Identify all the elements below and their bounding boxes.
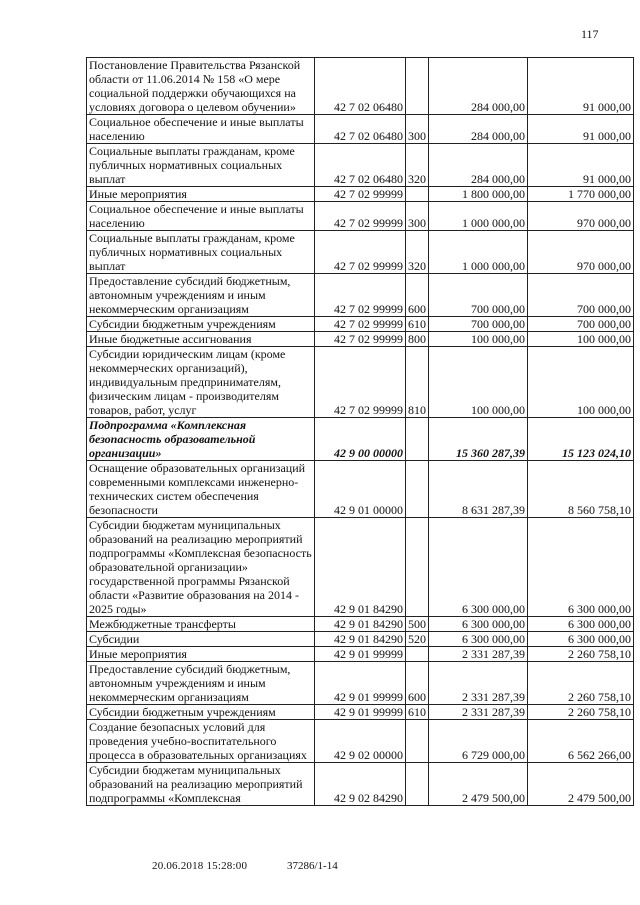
table-row [87, 632, 634, 647]
table-row [87, 763, 634, 806]
cell-sum-2019: 1 000 000,00 [429, 202, 528, 231]
cell-expense-type: 600 [406, 274, 429, 317]
table-row [87, 461, 634, 518]
cell-code: 42 9 01 84290 [315, 518, 406, 617]
cell-sum-2019: 6 300 000,00 [429, 518, 528, 617]
cell-sum-2019: 8 631 287,39 [429, 461, 528, 518]
cell-sum-2019: 2 331 287,39 [429, 662, 528, 705]
cell-name: Субсидии [87, 632, 315, 647]
table-row [87, 187, 634, 202]
table-row [87, 332, 634, 347]
cell-sum-2020: 91 000,00 [528, 115, 634, 144]
cell-code: 42 9 01 84290 [315, 632, 406, 647]
cell-sum-2019: 700 000,00 [429, 317, 528, 332]
cell-expense-type: 610 [406, 317, 429, 332]
table-row [87, 274, 634, 317]
cell-sum-2020: 2 479 500,00 [528, 763, 634, 806]
cell-code: 42 7 02 99999 [315, 274, 406, 317]
cell-code: 42 7 02 06480 [315, 115, 406, 144]
cell-name: Оснащение образовательных организаций современными комплексами инженерно-технических систем обеспечения безопасности [87, 461, 315, 518]
cell-sum-2020: 15 123 024,10 [528, 418, 634, 461]
cell-sum-2019: 284 000,00 [429, 144, 528, 187]
cell-expense-type: 810 [406, 347, 429, 418]
budget-table [86, 57, 634, 806]
cell-name: Межбюджетные трансферты [87, 617, 315, 632]
table-row [87, 518, 634, 617]
cell-code: 42 7 02 99999 [315, 187, 406, 202]
cell-sum-2019: 2 479 500,00 [429, 763, 528, 806]
table-row [87, 115, 634, 144]
cell-code: 42 9 01 99999 [315, 647, 406, 662]
cell-name: Субсидии юридическим лицам (кроме некоммерческих организаций), индивидуальным предпринимателям, физическим лицам - производителям товаров, работ, услуг [87, 347, 315, 418]
cell-name: Иные мероприятия [87, 647, 315, 662]
table-row [87, 231, 634, 274]
cell-name: Создание безопасных условий для проведения учебно-воспитательного процесса в образовательных организациях [87, 720, 315, 763]
table-row [87, 317, 634, 332]
cell-name: Постановление Правительства Рязанской области от 11.06.2014 № 158 «О мере социальной поддержки обучающихся на условиях договора о целевом обучении» [87, 58, 315, 115]
cell-sum-2019: 1 800 000,00 [429, 187, 528, 202]
cell-sum-2019: 284 000,00 [429, 58, 528, 115]
cell-expense-type [406, 720, 429, 763]
cell-sum-2020: 700 000,00 [528, 317, 634, 332]
table-row [87, 720, 634, 763]
cell-sum-2020: 970 000,00 [528, 202, 634, 231]
cell-sum-2019: 100 000,00 [429, 332, 528, 347]
cell-sum-2020: 91 000,00 [528, 58, 634, 115]
cell-sum-2020: 100 000,00 [528, 332, 634, 347]
cell-code: 42 7 02 06480 [315, 144, 406, 187]
cell-expense-type: 320 [406, 231, 429, 274]
cell-sum-2019: 284 000,00 [429, 115, 528, 144]
cell-code: 42 9 00 00000 [315, 418, 406, 461]
cell-sum-2019: 2 331 287,39 [429, 705, 528, 720]
cell-name: Социальные выплаты гражданам, кроме публичных нормативных социальных выплат [87, 231, 315, 274]
cell-expense-type: 300 [406, 202, 429, 231]
table-row [87, 347, 634, 418]
table-row [87, 58, 634, 115]
cell-sum-2020: 700 000,00 [528, 274, 634, 317]
cell-expense-type [406, 418, 429, 461]
cell-name: Субсидии бюджетным учреждениям [87, 317, 315, 332]
cell-sum-2020: 1 770 000,00 [528, 187, 634, 202]
cell-code: 42 7 02 99999 [315, 317, 406, 332]
table-row [87, 202, 634, 231]
cell-expense-type [406, 647, 429, 662]
cell-sum-2020: 8 560 758,10 [528, 461, 634, 518]
cell-code: 42 9 01 00000 [315, 461, 406, 518]
page-number: 117 [581, 27, 599, 41]
cell-sum-2020: 6 562 266,00 [528, 720, 634, 763]
cell-expense-type [406, 58, 429, 115]
cell-sum-2020: 91 000,00 [528, 144, 634, 187]
cell-sum-2019: 100 000,00 [429, 347, 528, 418]
table-row [87, 647, 634, 662]
cell-name: Социальные выплаты гражданам, кроме публичных нормативных социальных выплат [87, 144, 315, 187]
cell-sum-2019: 6 300 000,00 [429, 632, 528, 647]
cell-expense-type [406, 461, 429, 518]
cell-sum-2019: 6 300 000,00 [429, 617, 528, 632]
cell-name: Субсидии бюджетам муниципальных образований на реализацию мероприятий подпрограммы «Комплексная [87, 763, 315, 806]
cell-sum-2020: 100 000,00 [528, 347, 634, 418]
cell-sum-2019: 700 000,00 [429, 274, 528, 317]
cell-name: Субсидии бюджетам муниципальных образований на реализацию мероприятий подпрограммы «Комплексная безопасность образовательной организации» государственной программы Рязанской области «Развитие образования на 2014 - 2025 годы» [87, 518, 315, 617]
cell-sum-2019: 2 331 287,39 [429, 647, 528, 662]
table-row [87, 144, 634, 187]
cell-name: Иные бюджетные ассигнования [87, 332, 315, 347]
cell-sum-2020: 2 260 758,10 [528, 662, 634, 705]
table-row [87, 418, 634, 461]
cell-sum-2019: 15 360 287,39 [429, 418, 528, 461]
cell-name: Предоставление субсидий бюджетным, автономным учреждениям и иным некоммерческим организациям [87, 274, 315, 317]
cell-expense-type: 300 [406, 115, 429, 144]
table-row [87, 662, 634, 705]
cell-expense-type [406, 518, 429, 617]
cell-sum-2020: 2 260 758,10 [528, 647, 634, 662]
cell-name: Социальное обеспечение и иные выплаты населению [87, 202, 315, 231]
footer-datetime: 20.06.2018 15:28:00 [152, 860, 248, 872]
cell-name: Социальное обеспечение и иные выплаты населению [87, 115, 315, 144]
cell-sum-2020: 6 300 000,00 [528, 632, 634, 647]
cell-expense-type [406, 187, 429, 202]
cell-name: Иные мероприятия [87, 187, 315, 202]
cell-code: 42 9 02 84290 [315, 763, 406, 806]
cell-code: 42 9 01 84290 [315, 617, 406, 632]
cell-code: 42 7 02 99999 [315, 332, 406, 347]
cell-code: 42 9 01 99999 [315, 705, 406, 720]
cell-sum-2020: 6 300 000,00 [528, 617, 634, 632]
cell-code: 42 7 02 99999 [315, 202, 406, 231]
cell-name: Подпрограмма «Комплексная безопасность образовательной организации» [87, 418, 315, 461]
cell-sum-2019: 1 000 000,00 [429, 231, 528, 274]
cell-sum-2020: 6 300 000,00 [528, 518, 634, 617]
cell-sum-2020: 970 000,00 [528, 231, 634, 274]
cell-expense-type: 500 [406, 617, 429, 632]
cell-name: Предоставление субсидий бюджетным, автономным учреждениям и иным некоммерческим организациям [87, 662, 315, 705]
table-row [87, 705, 634, 720]
footer-doc-code: 37286/1-14 [287, 860, 338, 872]
cell-name: Субсидии бюджетным учреждениям [87, 705, 315, 720]
cell-expense-type: 800 [406, 332, 429, 347]
cell-expense-type [406, 763, 429, 806]
cell-code: 42 9 01 99999 [315, 662, 406, 705]
cell-code: 42 9 02 00000 [315, 720, 406, 763]
cell-expense-type: 520 [406, 632, 429, 647]
cell-expense-type: 600 [406, 662, 429, 705]
cell-expense-type: 610 [406, 705, 429, 720]
cell-sum-2020: 2 260 758,10 [528, 705, 634, 720]
table-row [87, 617, 634, 632]
cell-code: 42 7 02 99999 [315, 347, 406, 418]
cell-sum-2019: 6 729 000,00 [429, 720, 528, 763]
cell-expense-type: 320 [406, 144, 429, 187]
cell-code: 42 7 02 99999 [315, 231, 406, 274]
cell-code: 42 7 02 06480 [315, 58, 406, 115]
